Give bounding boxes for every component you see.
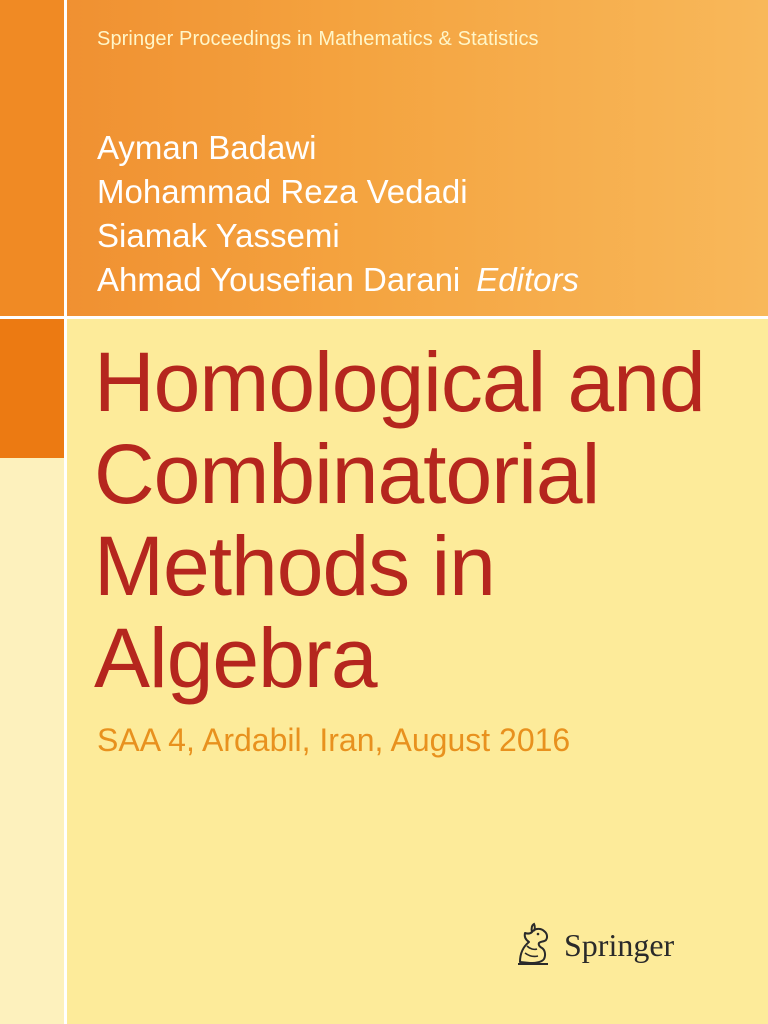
editor-name: Ayman Badawi [97,129,317,166]
title-line: Combinatorial [94,427,600,521]
editors-role-label: Editors [476,261,579,298]
editor-name: Ahmad Yousefian Darani [97,261,461,298]
editor-name-last [97,258,737,302]
left-strip-top [0,0,64,316]
title-line: Algebra [94,611,377,705]
publisher-logo [510,920,674,970]
editors-list [97,126,737,302]
editor-name: Siamak Yassemi [97,217,340,254]
horizontal-divider [0,316,768,319]
editor-name: Mohammad Reza Vedadi [97,173,468,210]
springer-horse-icon [510,922,556,968]
book-title [94,336,754,704]
publisher-name: Springer [564,926,675,963]
vertical-divider [64,0,67,1024]
series-title: Springer Proceedings in Mathematics & Statistics [97,28,539,50]
left-strip-bottom [0,458,64,1024]
book-subtitle: SAA 4, Ardabil, Iran, August 2016 [97,722,571,758]
title-line: Homological and [94,335,705,429]
title-line: Methods in [94,519,495,613]
left-accent-block [0,318,64,458]
